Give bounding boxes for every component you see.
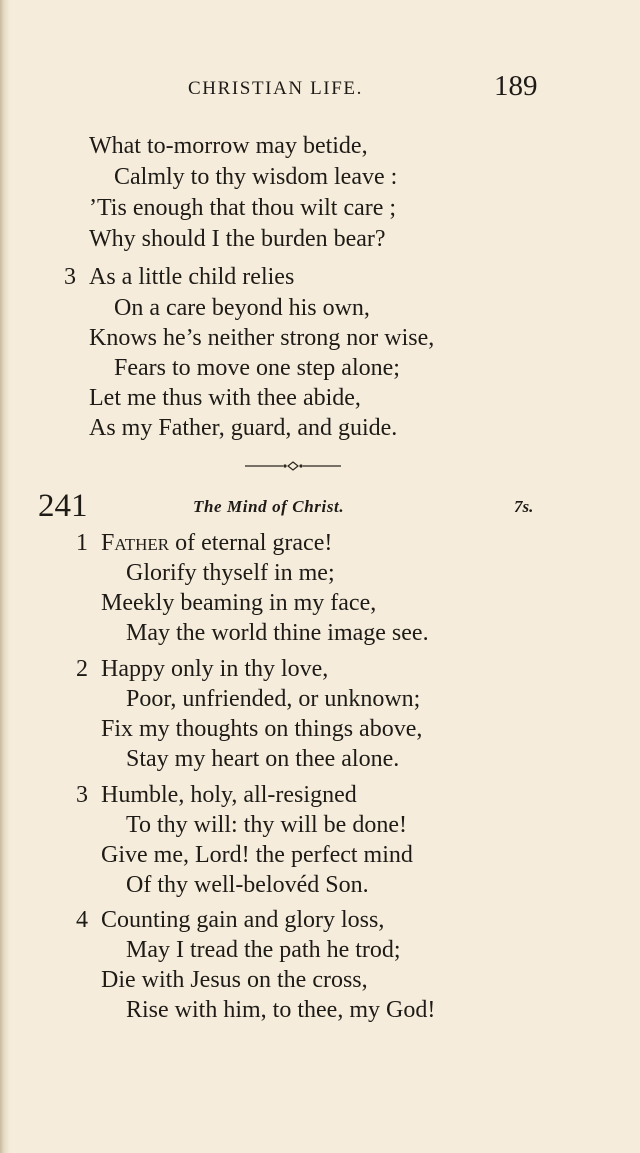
verse-line: Glorify thyself in me; xyxy=(126,560,335,586)
verse-line: Rise with him, to thee, my God! xyxy=(126,997,436,1023)
dash-diamond-dash-ornament-icon xyxy=(245,460,341,472)
verse-line: To thy will: thy will be done! xyxy=(126,812,407,838)
page-number: 189 xyxy=(494,70,538,102)
verse-line: May I tread the path he trod; xyxy=(126,937,401,963)
verse-line: On a care beyond his own, xyxy=(114,295,370,321)
hymn-meter: 7s. xyxy=(514,497,534,516)
stanza-number: 3 xyxy=(76,782,88,808)
verse-line xyxy=(101,528,332,558)
verse-line: Humble, holy, all-resigned xyxy=(101,782,357,808)
verse-line: Poor, unfriended, or unknown; xyxy=(126,686,421,712)
verse-line: Let me thus with thee abide, xyxy=(89,385,361,411)
verse-line: May the world thine image see. xyxy=(126,620,429,646)
stanza-number: 4 xyxy=(76,907,88,933)
stanza-number: 1 xyxy=(76,530,88,556)
verse-line: Fears to move one step alone; xyxy=(114,355,400,381)
first-word-small-caps: Father xyxy=(101,530,170,556)
verse-line: As my Father, guard, and guide. xyxy=(89,415,398,441)
verse-line: Counting gain and glory loss, xyxy=(101,907,385,933)
running-head-title: CHRISTIAN LIFE. xyxy=(188,78,363,99)
first-line-rest: of eternal grace! xyxy=(169,530,333,556)
stanza-number: 2 xyxy=(76,656,88,682)
verse-line: Knows he’s neither strong nor wise, xyxy=(89,325,435,351)
page-edge-shadow xyxy=(0,0,10,1153)
verse-line: Of thy well-belovéd Son. xyxy=(126,872,369,898)
verse-line: Stay my heart on thee alone. xyxy=(126,746,400,772)
verse-line: Happy only in thy love, xyxy=(101,656,329,682)
verse-line: What to-morrow may betide, xyxy=(89,133,368,159)
verse-line: Why should I the burden bear? xyxy=(89,226,386,252)
hymn-number: 241 xyxy=(38,488,88,524)
hymn-title: The Mind of Christ. xyxy=(193,497,345,516)
verse-line: As a little child relies xyxy=(89,264,295,290)
verse-line: ’Tis enough that thou wilt care ; xyxy=(89,195,397,221)
verse-line: Die with Jesus on the cross, xyxy=(101,967,368,993)
verse-line: Meekly beaming in my face, xyxy=(101,590,377,616)
stanza-number: 3 xyxy=(64,264,76,290)
verse-line: Calmly to thy wisdom leave : xyxy=(114,164,398,190)
verse-line: Give me, Lord! the perfect mind xyxy=(101,842,413,868)
verse-line: Fix my thoughts on things above, xyxy=(101,716,423,742)
